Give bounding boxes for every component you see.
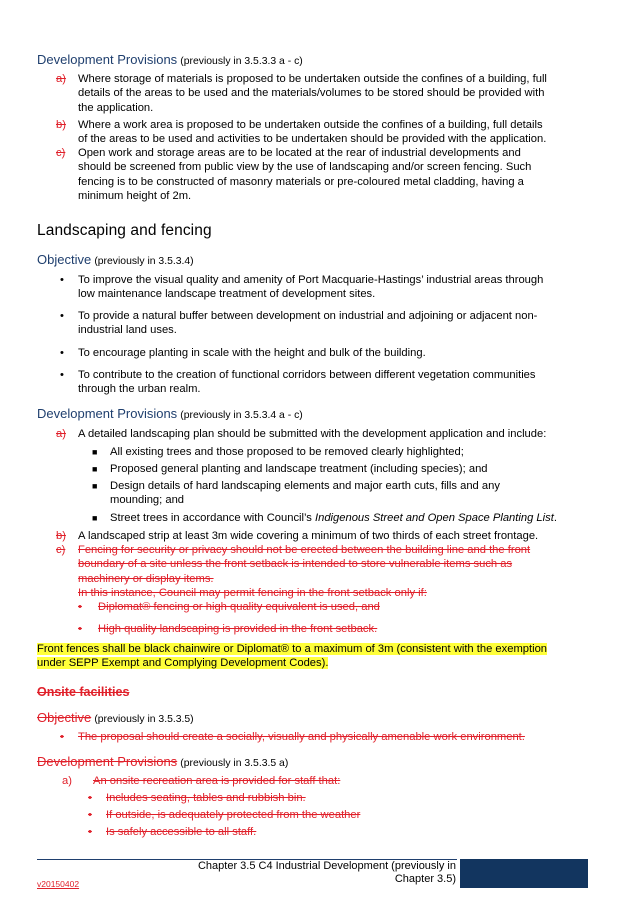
onsite-objective-heading: Objective (previously in 3.5.3.5): [37, 710, 194, 725]
sub-item-street-trees: Street trees in accordance with Council’s Indigenous Street and Open Space Planting List.: [110, 512, 557, 524]
item-marker-c: c): [56, 544, 66, 556]
bullet-icon: •: [60, 310, 64, 322]
bullet-icon: •: [60, 274, 64, 286]
section-title-landscaping: Landscaping and fencing: [37, 222, 212, 239]
footer-chapter: Chapter 3.5 C4 Industrial Development (previously in Chapter 3.5): [197, 860, 456, 885]
square-bullet-icon: ■: [92, 464, 98, 474]
provision-b: Where a work area is proposed to be undertaken outside the confines of a building, full details of the areas to be used and activities to be undertaken should be provided with the application.: [78, 119, 547, 146]
provision-c: Open work and storage areas are to be located at the rear of industrial developments and should be screened from public view by the use of landscaping and/or screen fencing. Such fencing is to be constructed of masonry materials or pre-coloured metal cladding, having a minimum height of 2m.: [78, 147, 532, 203]
item-marker-b: b): [56, 119, 66, 131]
provision-a: Where storage of materials is proposed to be undertaken outside the confines of a building, full details of the areas to be used and the materials/volumes to be stored should be provided with the application.: [78, 73, 547, 114]
landscaping-provision-a: A detailed landscaping plan should be submitted with the development application and include:: [78, 428, 547, 440]
deleted-bullet-item: High quality landscaping is provided in the front setback.: [98, 623, 378, 635]
item-marker-a: a): [56, 73, 66, 85]
deleted-bullet-item: If outside, is adequately protected from the weather: [106, 809, 361, 821]
sub-item: All existing trees and those proposed to be removed clearly highlighted;: [110, 446, 464, 458]
deleted-objective: The proposal should create a socially, visually and physically amenable work environment.: [78, 731, 525, 743]
deleted-bullet-item: Is safely accessible to all staff.: [106, 826, 257, 838]
objective-heading: Objective (previously in 3.5.3.4): [37, 252, 194, 267]
dev-provisions-heading-2: Development Provisions (previously in 3.5.3.4 a - c): [37, 406, 303, 421]
objective-item: To improve the visual quality and amenity of Port Macquarie-Hastings’ industrial areas through low maintenance landscape treatment of development sites.: [78, 274, 544, 301]
bullet-icon: •: [60, 369, 64, 381]
footer-brand-block: [460, 859, 588, 888]
dev-provisions-heading-1: Development Provisions (previously in 3.5.3.3 a - c): [37, 52, 303, 67]
highlighted-amendment: Front fences shall be black chainwire or Diplomat® to a maximum of 3m (consistent with the exemption under SEPP Exempt and Complying Development Codes).: [37, 643, 548, 670]
item-marker-c: c): [56, 147, 66, 159]
deleted-bullet-item: Diplomat® fencing or high quality equivalent is used, and: [98, 601, 380, 613]
sub-item: Proposed general planting and landscape treatment (including species); and: [110, 463, 488, 475]
bullet-icon: •: [88, 809, 92, 821]
footer-version: v20150402: [37, 879, 80, 889]
section-title-onsite: Onsite facilities: [37, 685, 130, 699]
bullet-icon: •: [88, 792, 92, 804]
bullet-icon: •: [60, 347, 64, 359]
bullet-icon: •: [78, 601, 82, 613]
landscaping-provision-c-deleted: Fencing for security or privacy should not be erected between the building line and the front boundary of a site unless the front setback is intended to store vulnerable items such as machinery or display items. In this instance, Council may permit fencing in the front setback only if:: [78, 544, 531, 600]
sub-item: Design details of hard landscaping elements and major earth cuts, fills and any mounding; and: [110, 480, 500, 507]
deleted-bullet-item: Includes seating, tables and rubbish bin.: [106, 792, 306, 804]
bullet-icon: •: [78, 623, 82, 635]
objective-item: To encourage planting in scale with the height and bulk of the building.: [78, 347, 426, 359]
bullet-icon: •: [60, 731, 64, 743]
square-bullet-icon: ■: [92, 513, 98, 523]
objective-item: To provide a natural buffer between development on industrial and adjoining or adjacent non- industrial land uses.: [78, 310, 538, 337]
square-bullet-icon: ■: [92, 447, 98, 457]
item-marker-a: a): [62, 775, 72, 787]
bullet-icon: •: [88, 826, 92, 838]
item-marker-a: a): [56, 428, 66, 440]
onsite-provisions-heading: Development Provisions (previously in 3.5.3.5 a): [37, 754, 289, 769]
square-bullet-icon: ■: [92, 481, 98, 491]
landscaping-provision-b: A landscaped strip at least 3m wide covering a minimum of two thirds of each street frontage.: [78, 530, 539, 542]
deleted-provision-a: An onsite recreation area is provided for staff that:: [93, 775, 341, 787]
objective-item: To contribute to the creation of functional corridors between different vegetation communities through the urban realm.: [78, 369, 536, 396]
item-marker-b: b): [56, 530, 66, 542]
